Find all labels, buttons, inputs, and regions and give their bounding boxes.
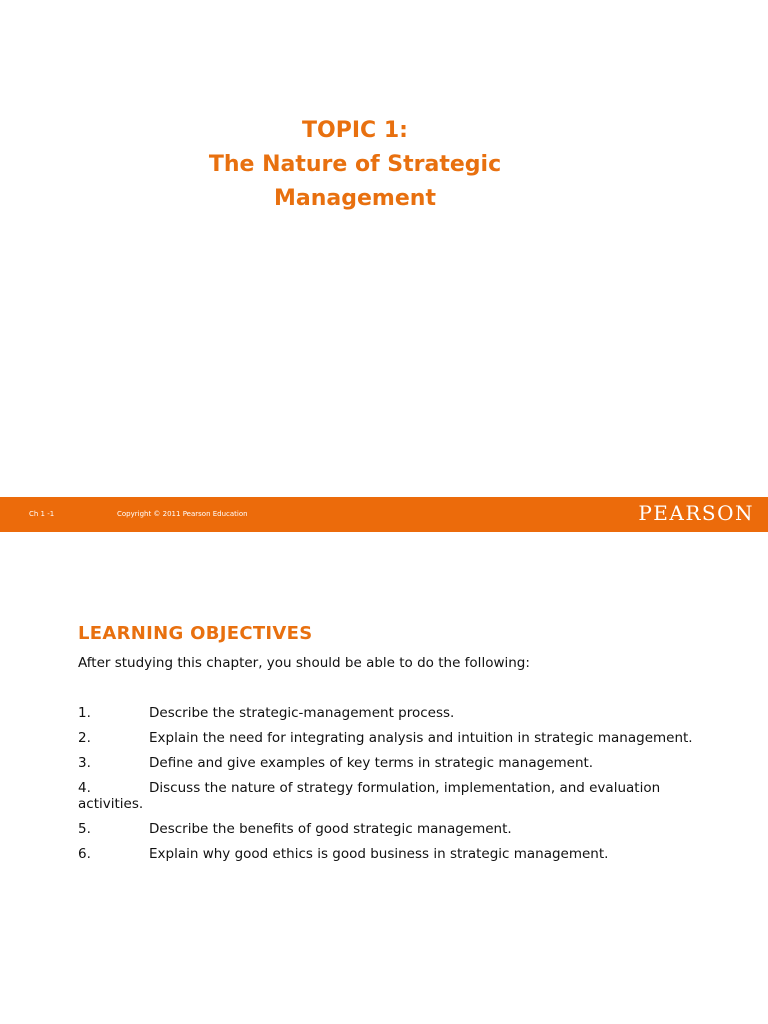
objective-text: Explain the need for integrating analysis and intuition in strategic management. [149, 730, 693, 746]
objective-text: Discuss the nature of strategy formulation, implementation, and evaluation activities. [78, 780, 661, 812]
objective-item [78, 780, 698, 812]
objectives-list [78, 705, 698, 871]
title-line-3: Management [274, 186, 436, 211]
objective-number: 5. [78, 821, 91, 837]
objective-number: 4. [78, 780, 91, 796]
copyright-notice: Copyright © 2011 Pearson Education [117, 510, 248, 518]
objective-item [78, 846, 698, 862]
objectives-heading: LEARNING OBJECTIVES [78, 623, 313, 644]
objective-number: 3. [78, 755, 91, 771]
objective-number: 6. [78, 846, 91, 862]
objective-text: Describe the benefits of good strategic management. [149, 821, 512, 837]
objectives-intro: After studying this chapter, you should be able to do the following: [78, 655, 530, 671]
objective-item [78, 705, 698, 721]
objective-item [78, 821, 698, 837]
objective-item [78, 730, 698, 746]
objectives-slide [0, 532, 768, 1024]
objective-number: 2. [78, 730, 91, 746]
slide-title [0, 114, 710, 216]
objective-text: Explain why good ethics is good business in strategic management. [149, 846, 609, 862]
pearson-logo: PEARSON [638, 501, 754, 525]
objective-number: 1. [78, 705, 91, 721]
objective-text: Describe the strategic-management process. [149, 705, 455, 721]
slide-footer-bar [0, 497, 768, 532]
objective-item [78, 755, 698, 771]
title-line-2: The Nature of Strategic [208, 152, 502, 177]
title-line-1: TOPIC 1: [302, 118, 408, 143]
slide-number: Ch 1 -1 [29, 510, 55, 518]
objective-text: Define and give examples of key terms in strategic management. [149, 755, 594, 771]
